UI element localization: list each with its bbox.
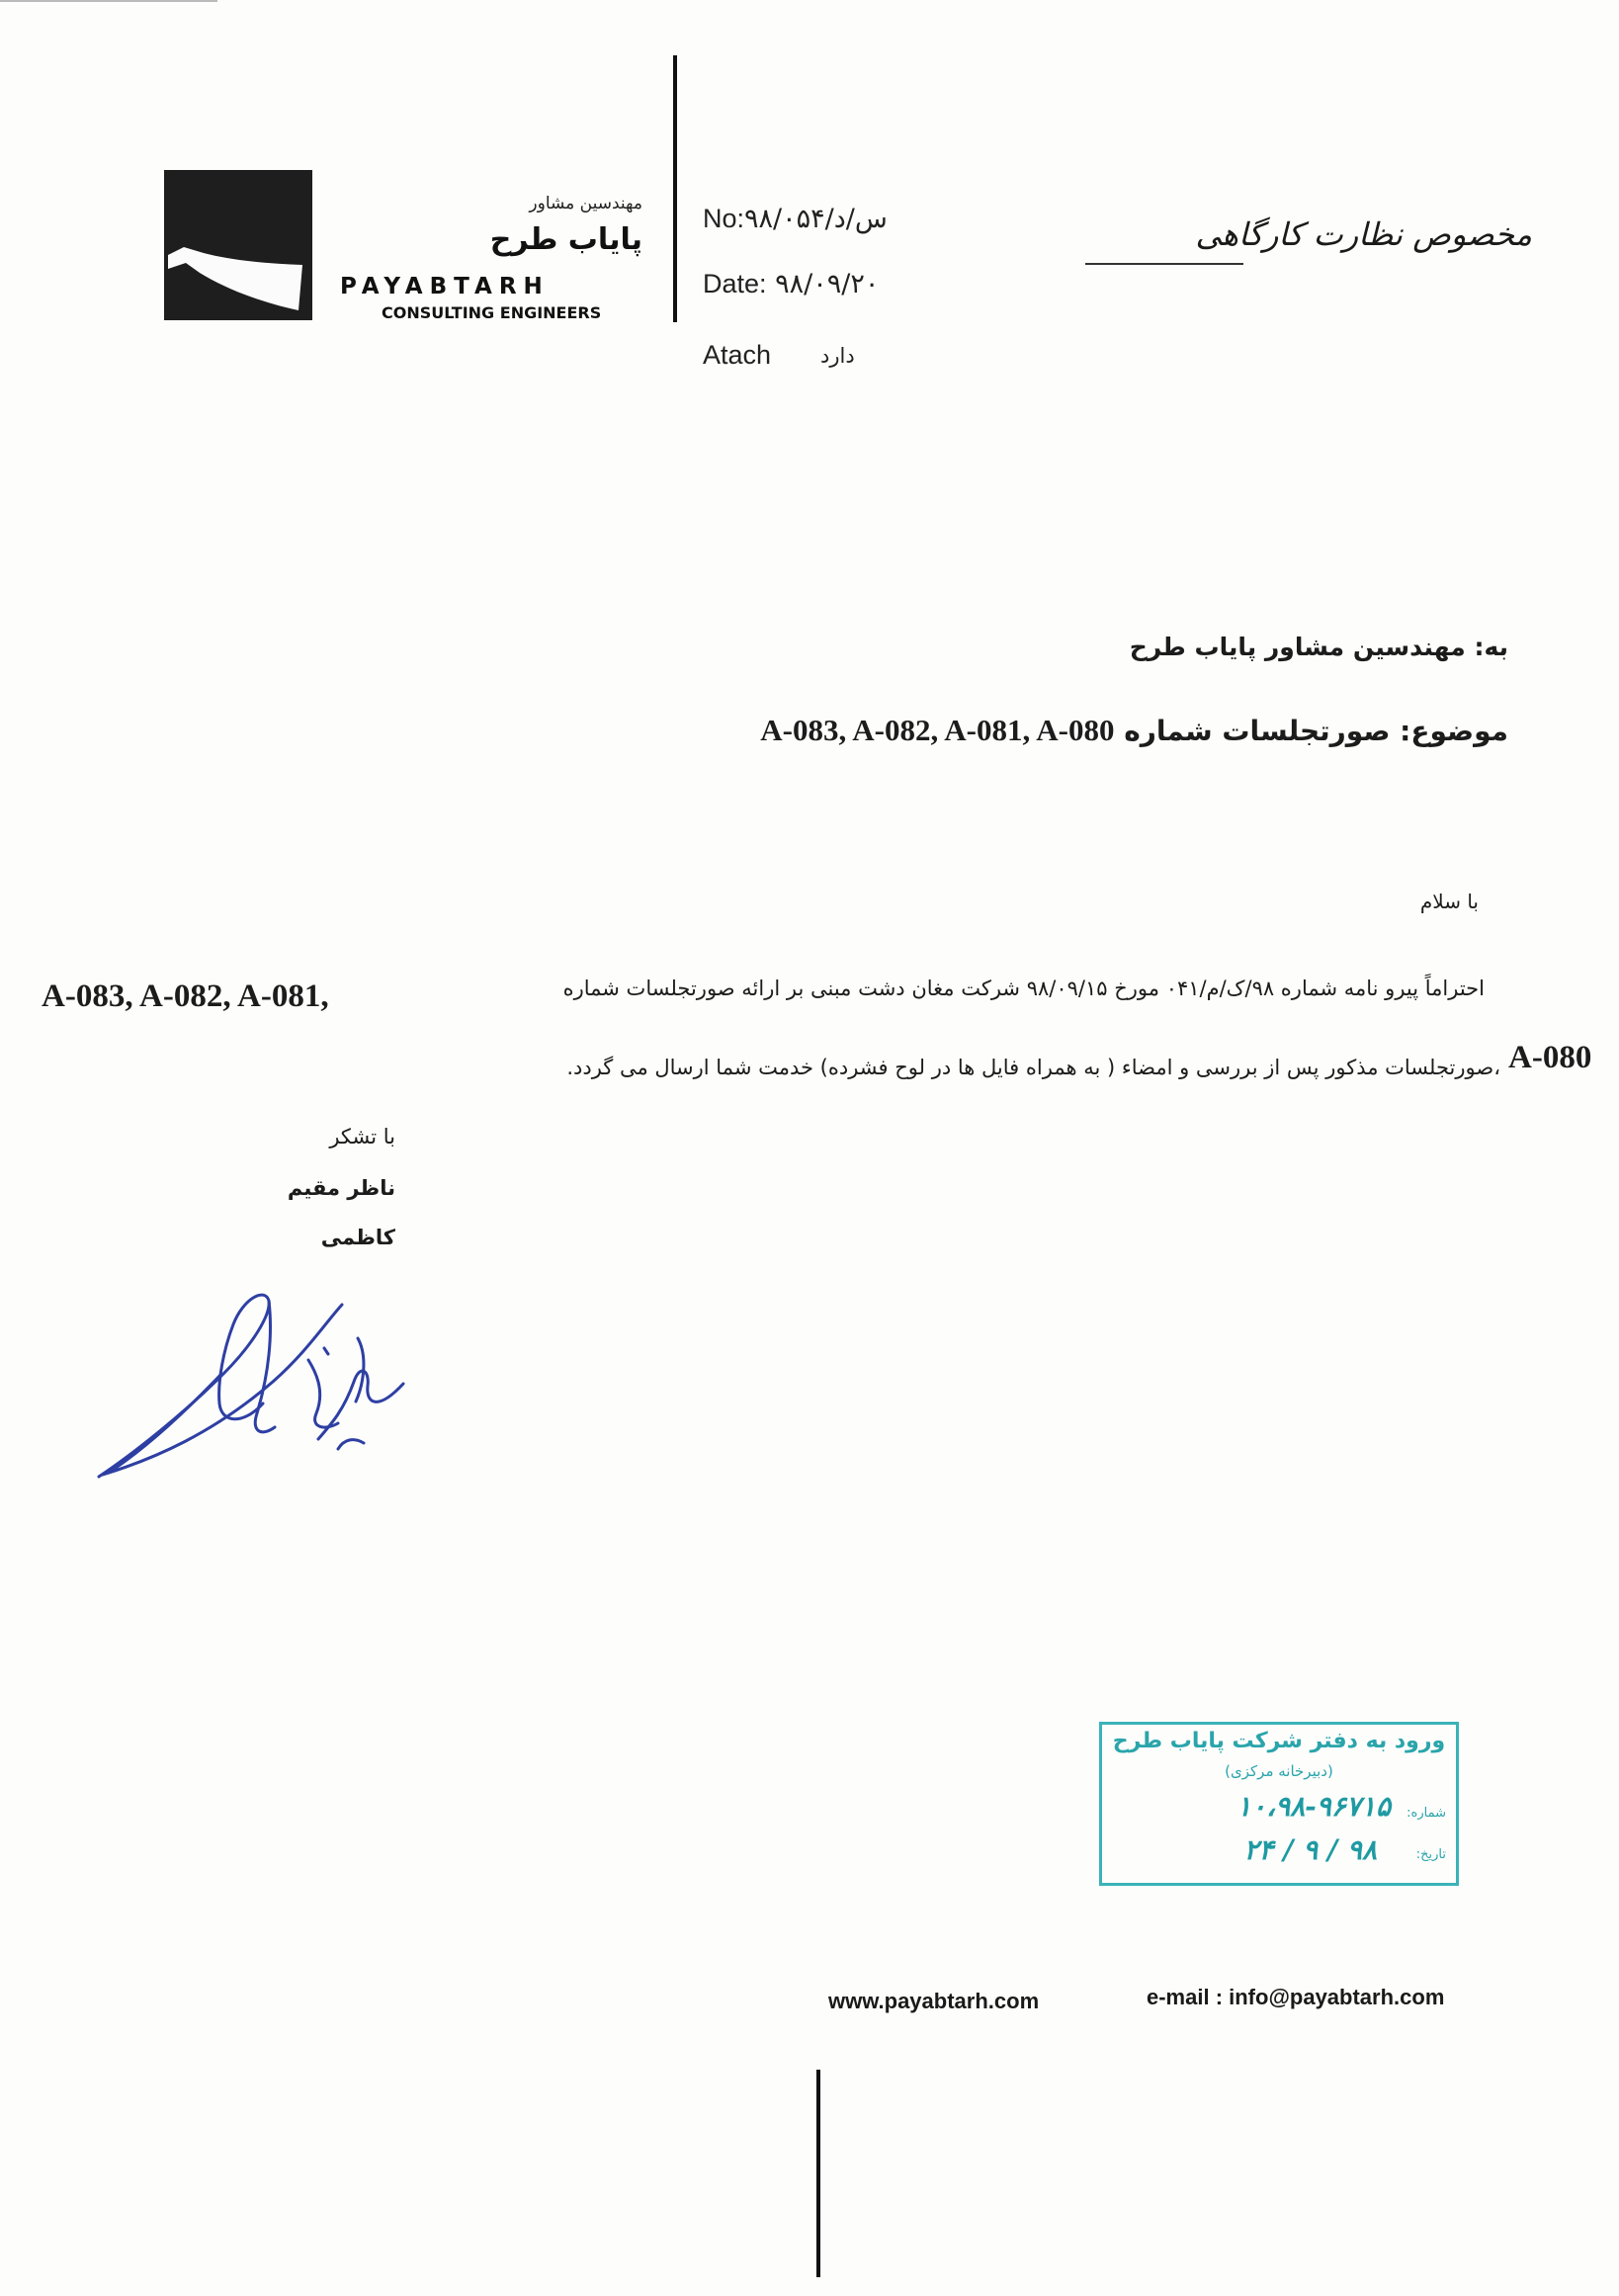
letter-number-value: ۹۸/س/د/۰۵۴ bbox=[744, 204, 888, 234]
stamp-title: ورود به دفتر شرکت پایاب طرح bbox=[1112, 1729, 1446, 1753]
receipt-stamp bbox=[1099, 1722, 1459, 1886]
company-logo-mark bbox=[164, 170, 312, 320]
body-code-line2: A-080 bbox=[1508, 1040, 1592, 1075]
subject-codes: A-083, A-082, A-081, A-080 bbox=[760, 713, 1115, 747]
stamp-date-label: تاریخ: bbox=[1415, 1847, 1446, 1862]
letter-date bbox=[703, 269, 891, 299]
footer-website: www.payabtarh.com bbox=[828, 1989, 1040, 2013]
scan-edge-mark bbox=[0, 0, 217, 2]
logo-company-name-fa: پایاب طرح bbox=[489, 222, 642, 257]
letter-attachment-label: Atach bbox=[703, 340, 772, 370]
stamp-date-value: ۹۸ / ۹ / ۲۴ bbox=[1243, 1833, 1377, 1866]
logo-subtitle-fa: مهندسین مشاور bbox=[529, 194, 642, 213]
logo-subtitle-en: CONSULTING ENGINEERS bbox=[382, 303, 602, 322]
letter-number bbox=[703, 204, 891, 234]
body-paragraph-line1: احتراماً پیرو نامه شماره ۹۸/ک/م/۰۴۱ مورخ ۹۸/۰۹/۱۵ شرکت مغان دشت مبنی بر ارائه صورتجلسات شماره bbox=[562, 977, 1485, 1000]
subject-line bbox=[633, 713, 1508, 748]
body-paragraph-line2: ،صورتجلسات مذکور پس از بررسی و امضاء ( به همراه فایل ها در لوح فشرده) خدمت شما ارسال می گردد. bbox=[566, 1056, 1500, 1079]
footer-email: e-mail : info@payabtarh.com bbox=[1147, 1985, 1445, 2009]
stamp-number-value: ۱۰،۹۸-۹۶۷۱۵ bbox=[1236, 1790, 1391, 1823]
letter-date-value: ۹۸/۰۹/۲۰ bbox=[775, 269, 880, 299]
handwritten-signature bbox=[95, 1265, 431, 1483]
closing-thanks: با تشکر bbox=[329, 1125, 395, 1148]
signer-title: ناظر مقیم bbox=[287, 1176, 395, 1200]
header-divider bbox=[673, 55, 677, 322]
subject-prefix: موضوع: صورتجلسات شماره bbox=[1124, 715, 1508, 747]
stamp-subtitle: (دبیرخانه مرکزی) bbox=[1225, 1762, 1333, 1780]
stamp-number-label: شماره: bbox=[1406, 1806, 1446, 1821]
letter-date-label: Date: bbox=[703, 269, 767, 298]
handwritten-header-underline bbox=[1085, 263, 1243, 265]
signer-name: کاظمی bbox=[320, 1226, 395, 1249]
body-codes-line1: A-083, A-082, A-081, bbox=[42, 978, 329, 1014]
footer-divider bbox=[816, 2070, 820, 2277]
recipient-line: به: مهندسین مشاور پایاب طرح bbox=[1129, 633, 1508, 661]
letter-attachment-value: دارد bbox=[820, 344, 855, 368]
logo-company-name-en: PAYABTARH bbox=[340, 274, 550, 299]
letter-number-label: No: bbox=[703, 204, 745, 233]
letter-attachment bbox=[703, 340, 891, 371]
greeting: با سلام bbox=[1419, 890, 1479, 913]
handwritten-header-title: مخصوص نظارت کارگاهی bbox=[1195, 215, 1532, 253]
